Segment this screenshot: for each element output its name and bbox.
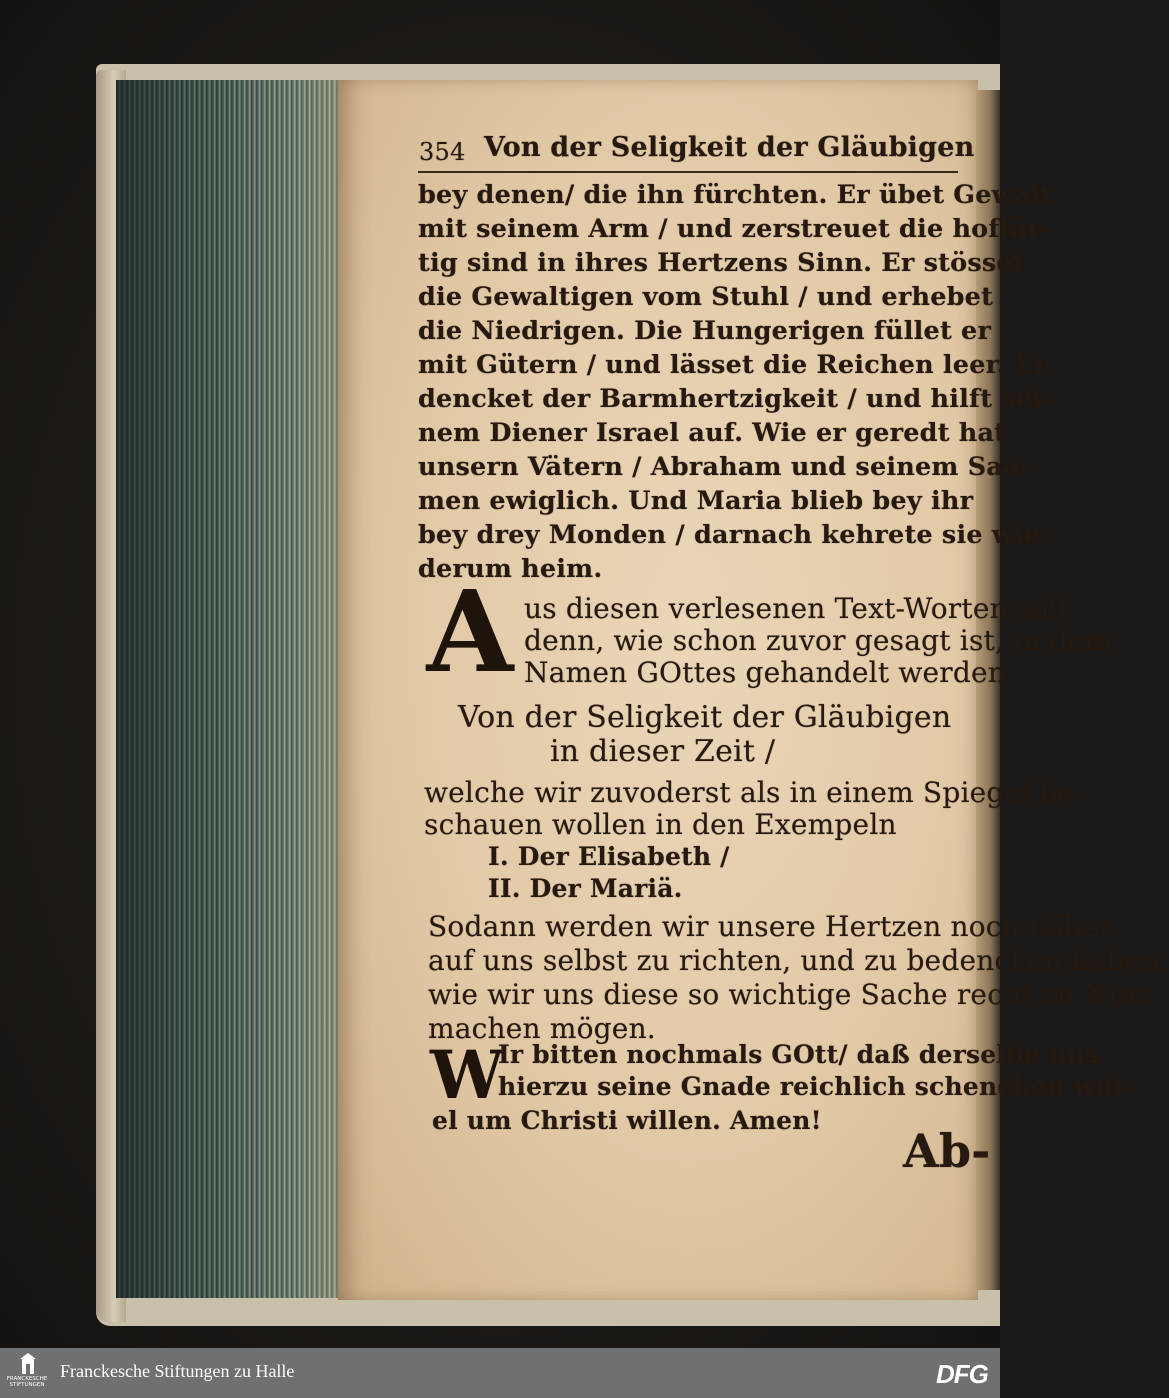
body-line: machen mögen. (428, 1012, 656, 1045)
dfg-logo[interactable]: DFG (936, 1359, 988, 1389)
body-line: bey drey Monden / darnach kehrete sie wie- (418, 520, 1052, 550)
example-item: I. Der Elisabeth / (488, 842, 730, 871)
body-line: die Gewaltigen vom Stuhl / und erhebet (418, 282, 994, 312)
running-head: Von der Seligkeit der Gläubigen (484, 132, 975, 163)
drop-cap-w: W (430, 1036, 505, 1114)
body-line: unsern Vätern / Abraham und seinem Saa- (418, 452, 1031, 482)
drop-cap-ornament: A (426, 567, 514, 698)
prayer-line: el um Christi willen. Amen! (432, 1106, 822, 1135)
intro-line: us diesen verlesenen Text-Worten soll (524, 592, 1067, 625)
body-line: welche wir zuvoderst als in einem Spiegel be- (424, 776, 1085, 809)
prayer-line: hierzu seine Gnade reichlich schencken wol- (498, 1072, 1133, 1101)
body-line: mit Gütern / und lässet die Reichen leer. Er (418, 350, 1049, 380)
body-line: Sodann werden wir unsere Hertzen noch näher (428, 910, 1113, 943)
page-number: 354 (419, 138, 466, 166)
institution-name[interactable]: Franckesche Stiftungen zu Halle (60, 1361, 295, 1381)
body-line: mit seinem Arm / und zerstreuet die hoffär- (418, 214, 1052, 244)
body-line: die Niedrigen. Die Hungerigen füllet er (418, 316, 992, 346)
section-heading: in dieser Zeit / (550, 734, 776, 769)
intro-line: denn, wie schon zuvor gesagt ist, in dem (524, 624, 1112, 657)
body-line: auf uns selbst zu richten, und zu bedencken haben, (428, 944, 1169, 977)
house-icon (6, 1352, 50, 1378)
example-item: II. Der Mariä. (488, 874, 683, 903)
body-line: tig sind in ihres Hertzens Sinn. Er stösset (418, 248, 1025, 278)
footer-bar (0, 1348, 1000, 1398)
body-line: bey denen/ die ihn fürchten. Er übet Gewalt (418, 180, 1053, 210)
intro-line: Namen GOttes gehandelt werden (524, 656, 1007, 689)
logo-caption: FRANCKESCHE STIFTUNGEN (6, 1376, 48, 1388)
body-line: nem Diener Israel auf. Wie er geredt hat (418, 418, 1007, 448)
body-line: men ewiglich. Und Maria blieb bey ihr (418, 486, 974, 516)
page-edges-shade (116, 80, 338, 1298)
catchword: Ab- (903, 1124, 991, 1178)
body-line: wie wir uns diese so wichtige Sache recht zu Nutz (428, 978, 1154, 1011)
header-rule (418, 171, 958, 173)
body-line: derum heim. (418, 554, 603, 584)
prayer-line: Ir bitten nochmals GOtt/ daß derselbe uns (498, 1040, 1100, 1069)
section-heading: Von der Seligkeit der Gläubigen (458, 700, 952, 735)
body-line: schauen wollen in den Exempeln (424, 808, 897, 841)
body-line: dencket der Barmhertzigkeit / und hilft sei- (418, 384, 1053, 414)
